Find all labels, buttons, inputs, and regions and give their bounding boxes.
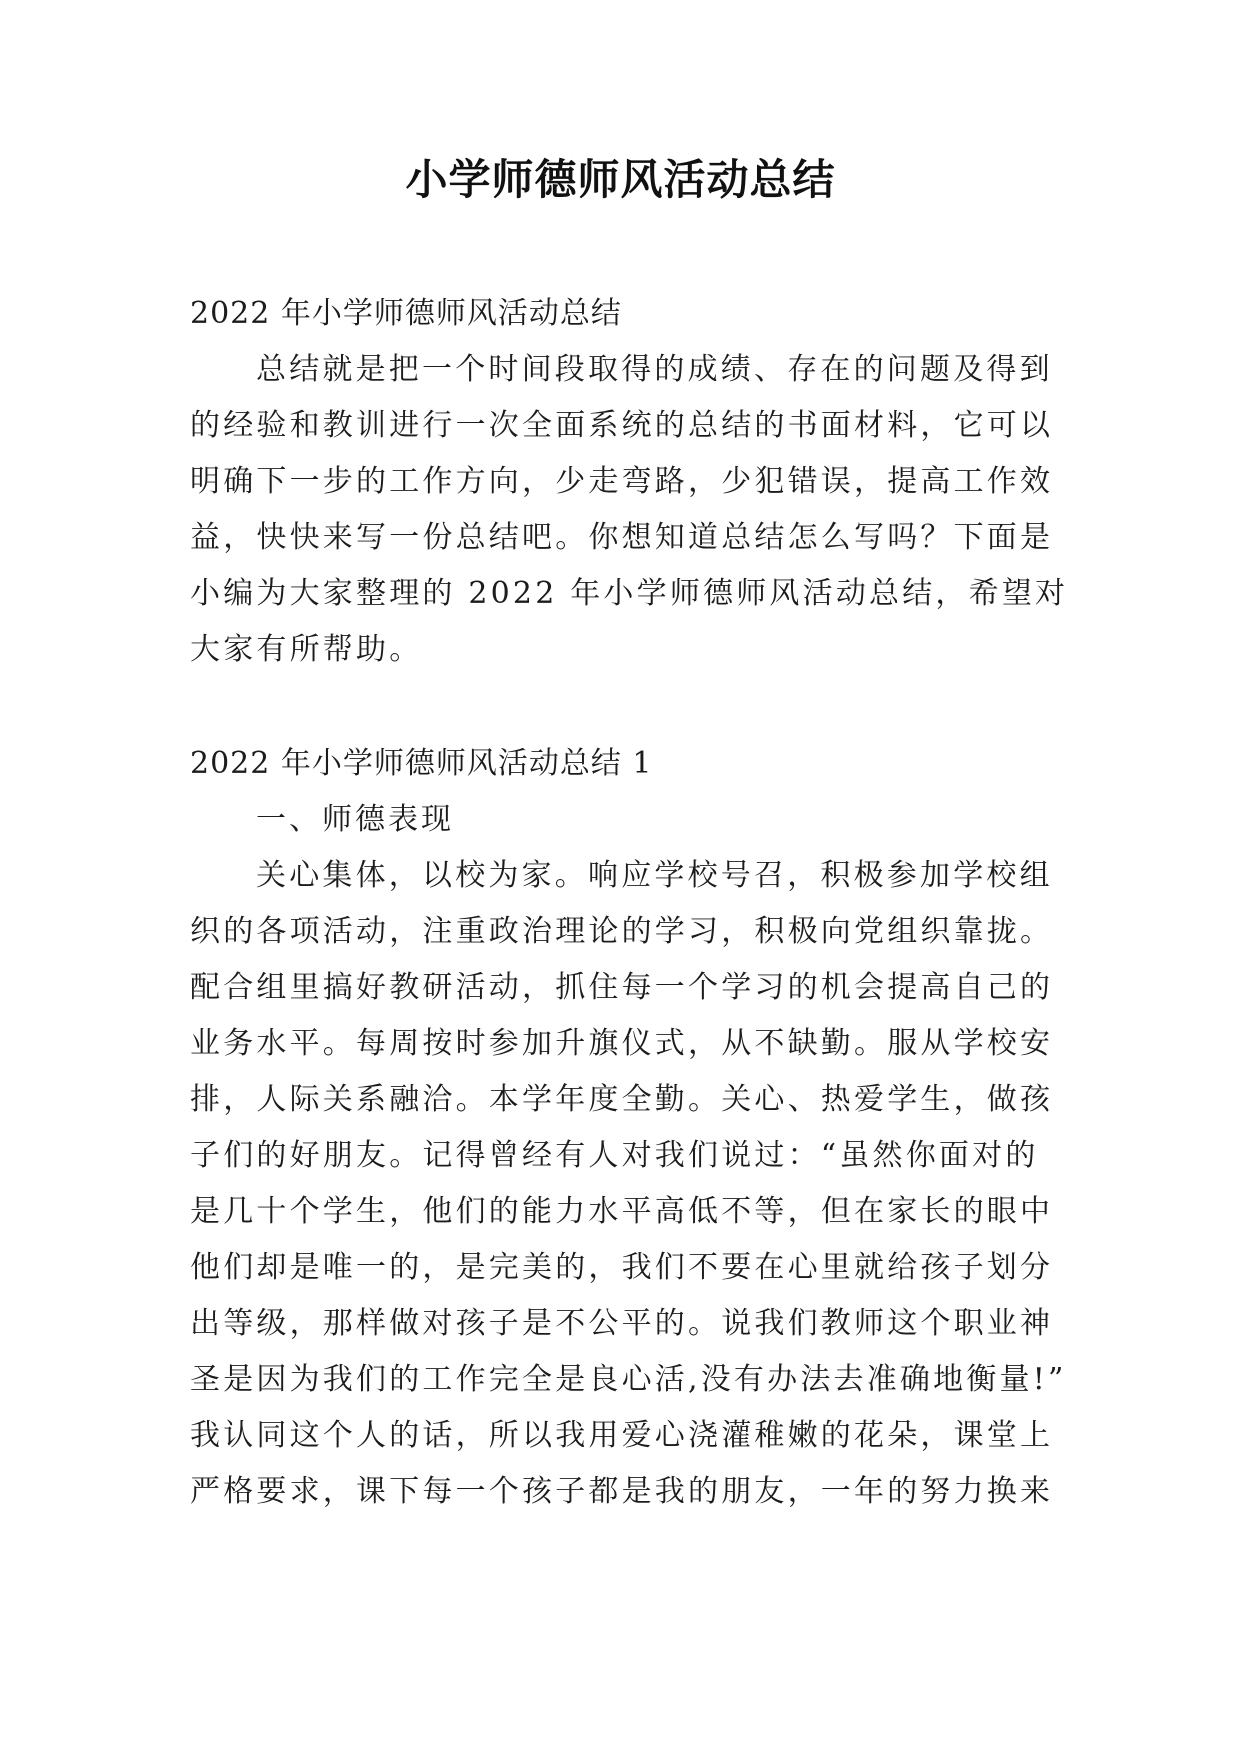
intro-line: 大家有所帮助。 <box>190 632 423 667</box>
body-line: 织的各项活动，注重政治理论的学习，积极向党组织靠拢。 <box>190 914 1054 949</box>
intro-paragraph <box>190 342 1068 678</box>
intro-line: 的经验和教训进行一次全面系统的总结的书面材料，它可以 <box>190 408 1054 443</box>
paragraph-gap <box>190 678 1068 736</box>
section-heading: 2022 年小学师德师风活动总结 1 <box>190 746 653 781</box>
body-line: 出等级，那样做对孩子是不公平的。说我们教师这个职业神 <box>190 1306 1054 1341</box>
intro-line: 小编为大家整理的 2022 年小学师德师风活动总结，希望对 <box>190 576 1069 611</box>
body-line: 子们的好朋友。记得曾经有人对我们说过：“虽然你面对的 <box>190 1138 1039 1173</box>
body-line: 严格要求，课下每一个孩子都是我的朋友，一年的努力换来 <box>190 1474 1054 1509</box>
body-line: 关心集体，以校为家。响应学校号召，积极参加学校组 <box>256 858 1053 893</box>
body-line: 排，人际关系融洽。本学年度全勤。关心、热爱学生，做孩 <box>190 1082 1054 1117</box>
body-line: 他们却是唯一的，是完美的，我们不要在心里就给孩子划分 <box>190 1250 1054 1285</box>
intro-line: 总结就是把一个时间段取得的成绩、存在的问题及得到 <box>256 352 1053 387</box>
sub-heading: 一、师德表现 <box>256 802 454 837</box>
document-body <box>190 286 1068 1520</box>
intro-line: 明确下一步的工作方向，少走弯路，少犯错误，提高工作效 <box>190 464 1054 499</box>
body-paragraph <box>190 848 1068 1520</box>
document-subtitle: 2022 年小学师德师风活动总结 <box>190 296 622 331</box>
intro-line: 益，快快来写一份总结吧。你想知道总结怎么写吗？下面是 <box>190 520 1054 555</box>
body-line: 圣是因为我们的工作完全是良心活,没有办法去准确地衡量!” <box>190 1362 1067 1397</box>
body-line: 是几十个学生，他们的能力水平高低不等，但在家长的眼中 <box>190 1194 1054 1229</box>
body-line: 配合组里搞好教研活动，抓住每一个学习的机会提高自己的 <box>190 970 1054 1005</box>
body-line: 业务水平。每周按时参加升旗仪式，从不缺勤。服从学校安 <box>190 1026 1054 1061</box>
body-line: 我认同这个人的话，所以我用爱心浇灌稚嫩的花朵，课堂上 <box>190 1418 1054 1453</box>
document-title: 小学师德师风活动总结 <box>405 155 836 204</box>
